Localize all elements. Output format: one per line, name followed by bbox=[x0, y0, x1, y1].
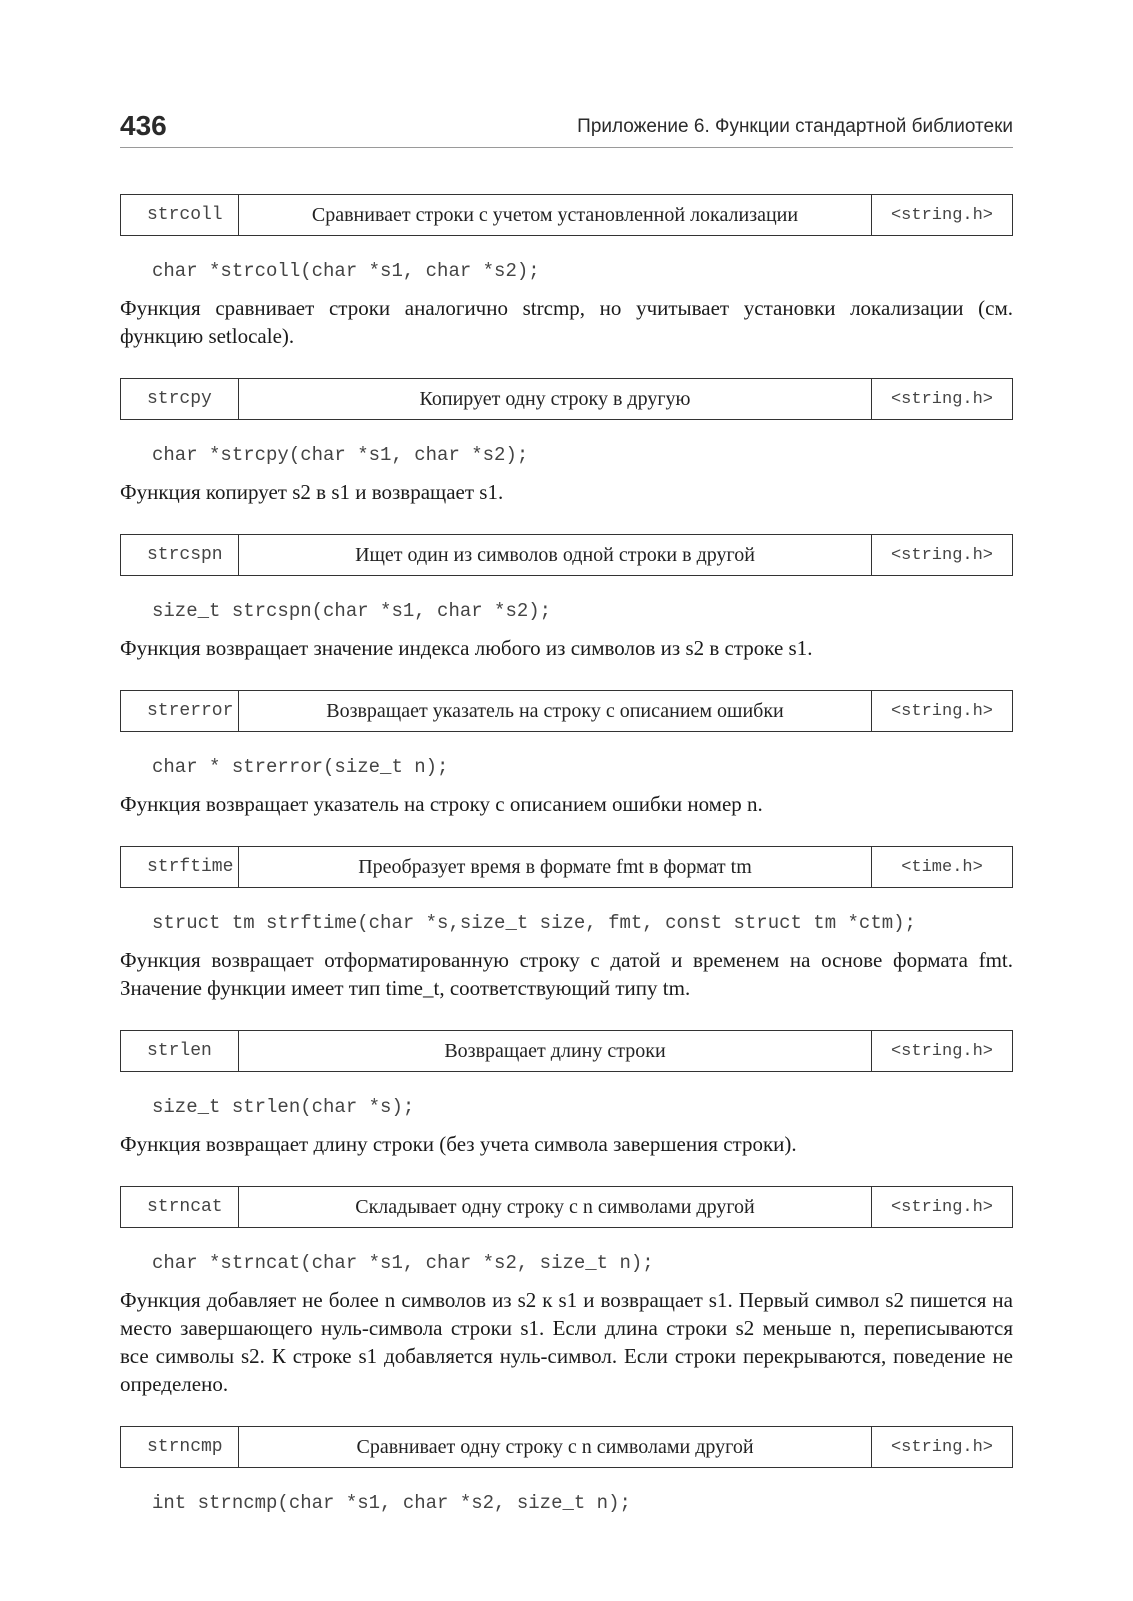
function-signature: size_t strcspn(char *s1, char *s2); bbox=[152, 600, 552, 622]
function-name: strcspn bbox=[121, 535, 239, 575]
header-rule bbox=[120, 147, 1013, 148]
function-description: Функция возвращает отформатированную строку с датой и временем на основе формата fmt. Значение функции имеет тип time_t, соответствующий типу tm. bbox=[120, 948, 1013, 1000]
function-header-file: <string.h> bbox=[890, 701, 994, 721]
function-summary: Возвращает длину строки bbox=[239, 1031, 872, 1071]
function-signature: char *strncat(char *s1, char *s2, size_t n); bbox=[152, 1252, 654, 1274]
entry-strcpy bbox=[120, 378, 1013, 506]
function-table bbox=[120, 1186, 1013, 1228]
function-table bbox=[120, 690, 1013, 732]
function-signature: char *strcoll(char *s1, char *s2); bbox=[152, 260, 540, 282]
function-description: Функция возвращает значение индекса любого из символов из s2 в строке s1. bbox=[120, 636, 813, 660]
function-summary: Возвращает указатель на строку с описанием ошибки bbox=[239, 691, 872, 731]
entry-strcspn bbox=[120, 534, 1013, 662]
function-table bbox=[120, 846, 1013, 888]
function-signature: char * strerror(size_t n); bbox=[152, 756, 449, 778]
function-description: Функция добавляет не более n символов из s2 к s1 и возвращает s1. Первый символ s2 пишется на место завершающего нуль-символа строки s1. Если длина строки s2 меньше n, переписываются все символы s2. К строке s1 добавляется нуль-символ. Если строки перекрываются, поведение не определено. bbox=[120, 1288, 1013, 1396]
function-table bbox=[120, 378, 1013, 420]
function-signature: char *strcpy(char *s1, char *s2); bbox=[152, 444, 529, 466]
function-name: strerror bbox=[121, 691, 239, 731]
entry-strncmp bbox=[120, 1426, 1013, 1514]
function-summary: Преобразует время в формате fmt в формат tm bbox=[239, 847, 872, 887]
function-signature: int strncmp(char *s1, char *s2, size_t n); bbox=[152, 1492, 631, 1514]
function-name: strcpy bbox=[121, 379, 239, 419]
function-summary: Сравнивает строки с учетом установленной локализации bbox=[239, 195, 872, 235]
function-signature: size_t strlen(char *s); bbox=[152, 1096, 415, 1118]
function-summary: Копирует одну строку в другую bbox=[239, 379, 872, 419]
function-summary: Сравнивает одну строку с n символами другой bbox=[239, 1427, 872, 1467]
entry-strlen bbox=[120, 1030, 1013, 1158]
entry-strncat bbox=[120, 1186, 1013, 1398]
running-title: Приложение 6. Функции стандартной библиотеки bbox=[577, 116, 1013, 137]
function-description: Функция возвращает указатель на строку с описанием ошибки номер n. bbox=[120, 792, 763, 816]
function-name: strncat bbox=[121, 1187, 239, 1227]
entry-strftime bbox=[120, 846, 1013, 1002]
function-table bbox=[120, 1030, 1013, 1072]
function-header-file: <time.h> bbox=[901, 857, 983, 877]
function-name: strcoll bbox=[121, 195, 239, 235]
function-name: strlen bbox=[121, 1031, 239, 1071]
function-header-file: <string.h> bbox=[890, 1197, 994, 1217]
function-header-file: <string.h> bbox=[890, 205, 994, 225]
function-description: Функция сравнивает строки аналогично strcmp, но учитывает установки локализации (см. функцию setlocale). bbox=[120, 296, 1013, 348]
function-name: strncmp bbox=[121, 1427, 239, 1467]
function-table bbox=[120, 1426, 1013, 1468]
function-description: Функция возвращает длину строки (без учета символа завершения строки). bbox=[120, 1132, 797, 1156]
function-signature: struct tm strftime(char *s,size_t size, fmt, const struct tm *ctm); bbox=[152, 912, 916, 934]
function-table bbox=[120, 194, 1013, 236]
function-header-file: <string.h> bbox=[890, 389, 994, 409]
page-number: 436 bbox=[120, 110, 167, 141]
function-summary: Ищет один из символов одной строки в другой bbox=[239, 535, 872, 575]
page-content bbox=[120, 194, 1013, 1542]
function-summary: Складывает одну строку с n символами другой bbox=[239, 1187, 872, 1227]
entry-strerror bbox=[120, 690, 1013, 818]
function-header-file: <string.h> bbox=[890, 1437, 994, 1457]
function-description: Функция копирует s2 в s1 и возвращает s1. bbox=[120, 480, 504, 504]
function-header-file: <string.h> bbox=[890, 1041, 994, 1061]
function-name: strftime bbox=[121, 847, 239, 887]
function-table bbox=[120, 534, 1013, 576]
function-header-file: <string.h> bbox=[890, 545, 994, 565]
entry-strcoll bbox=[120, 194, 1013, 350]
